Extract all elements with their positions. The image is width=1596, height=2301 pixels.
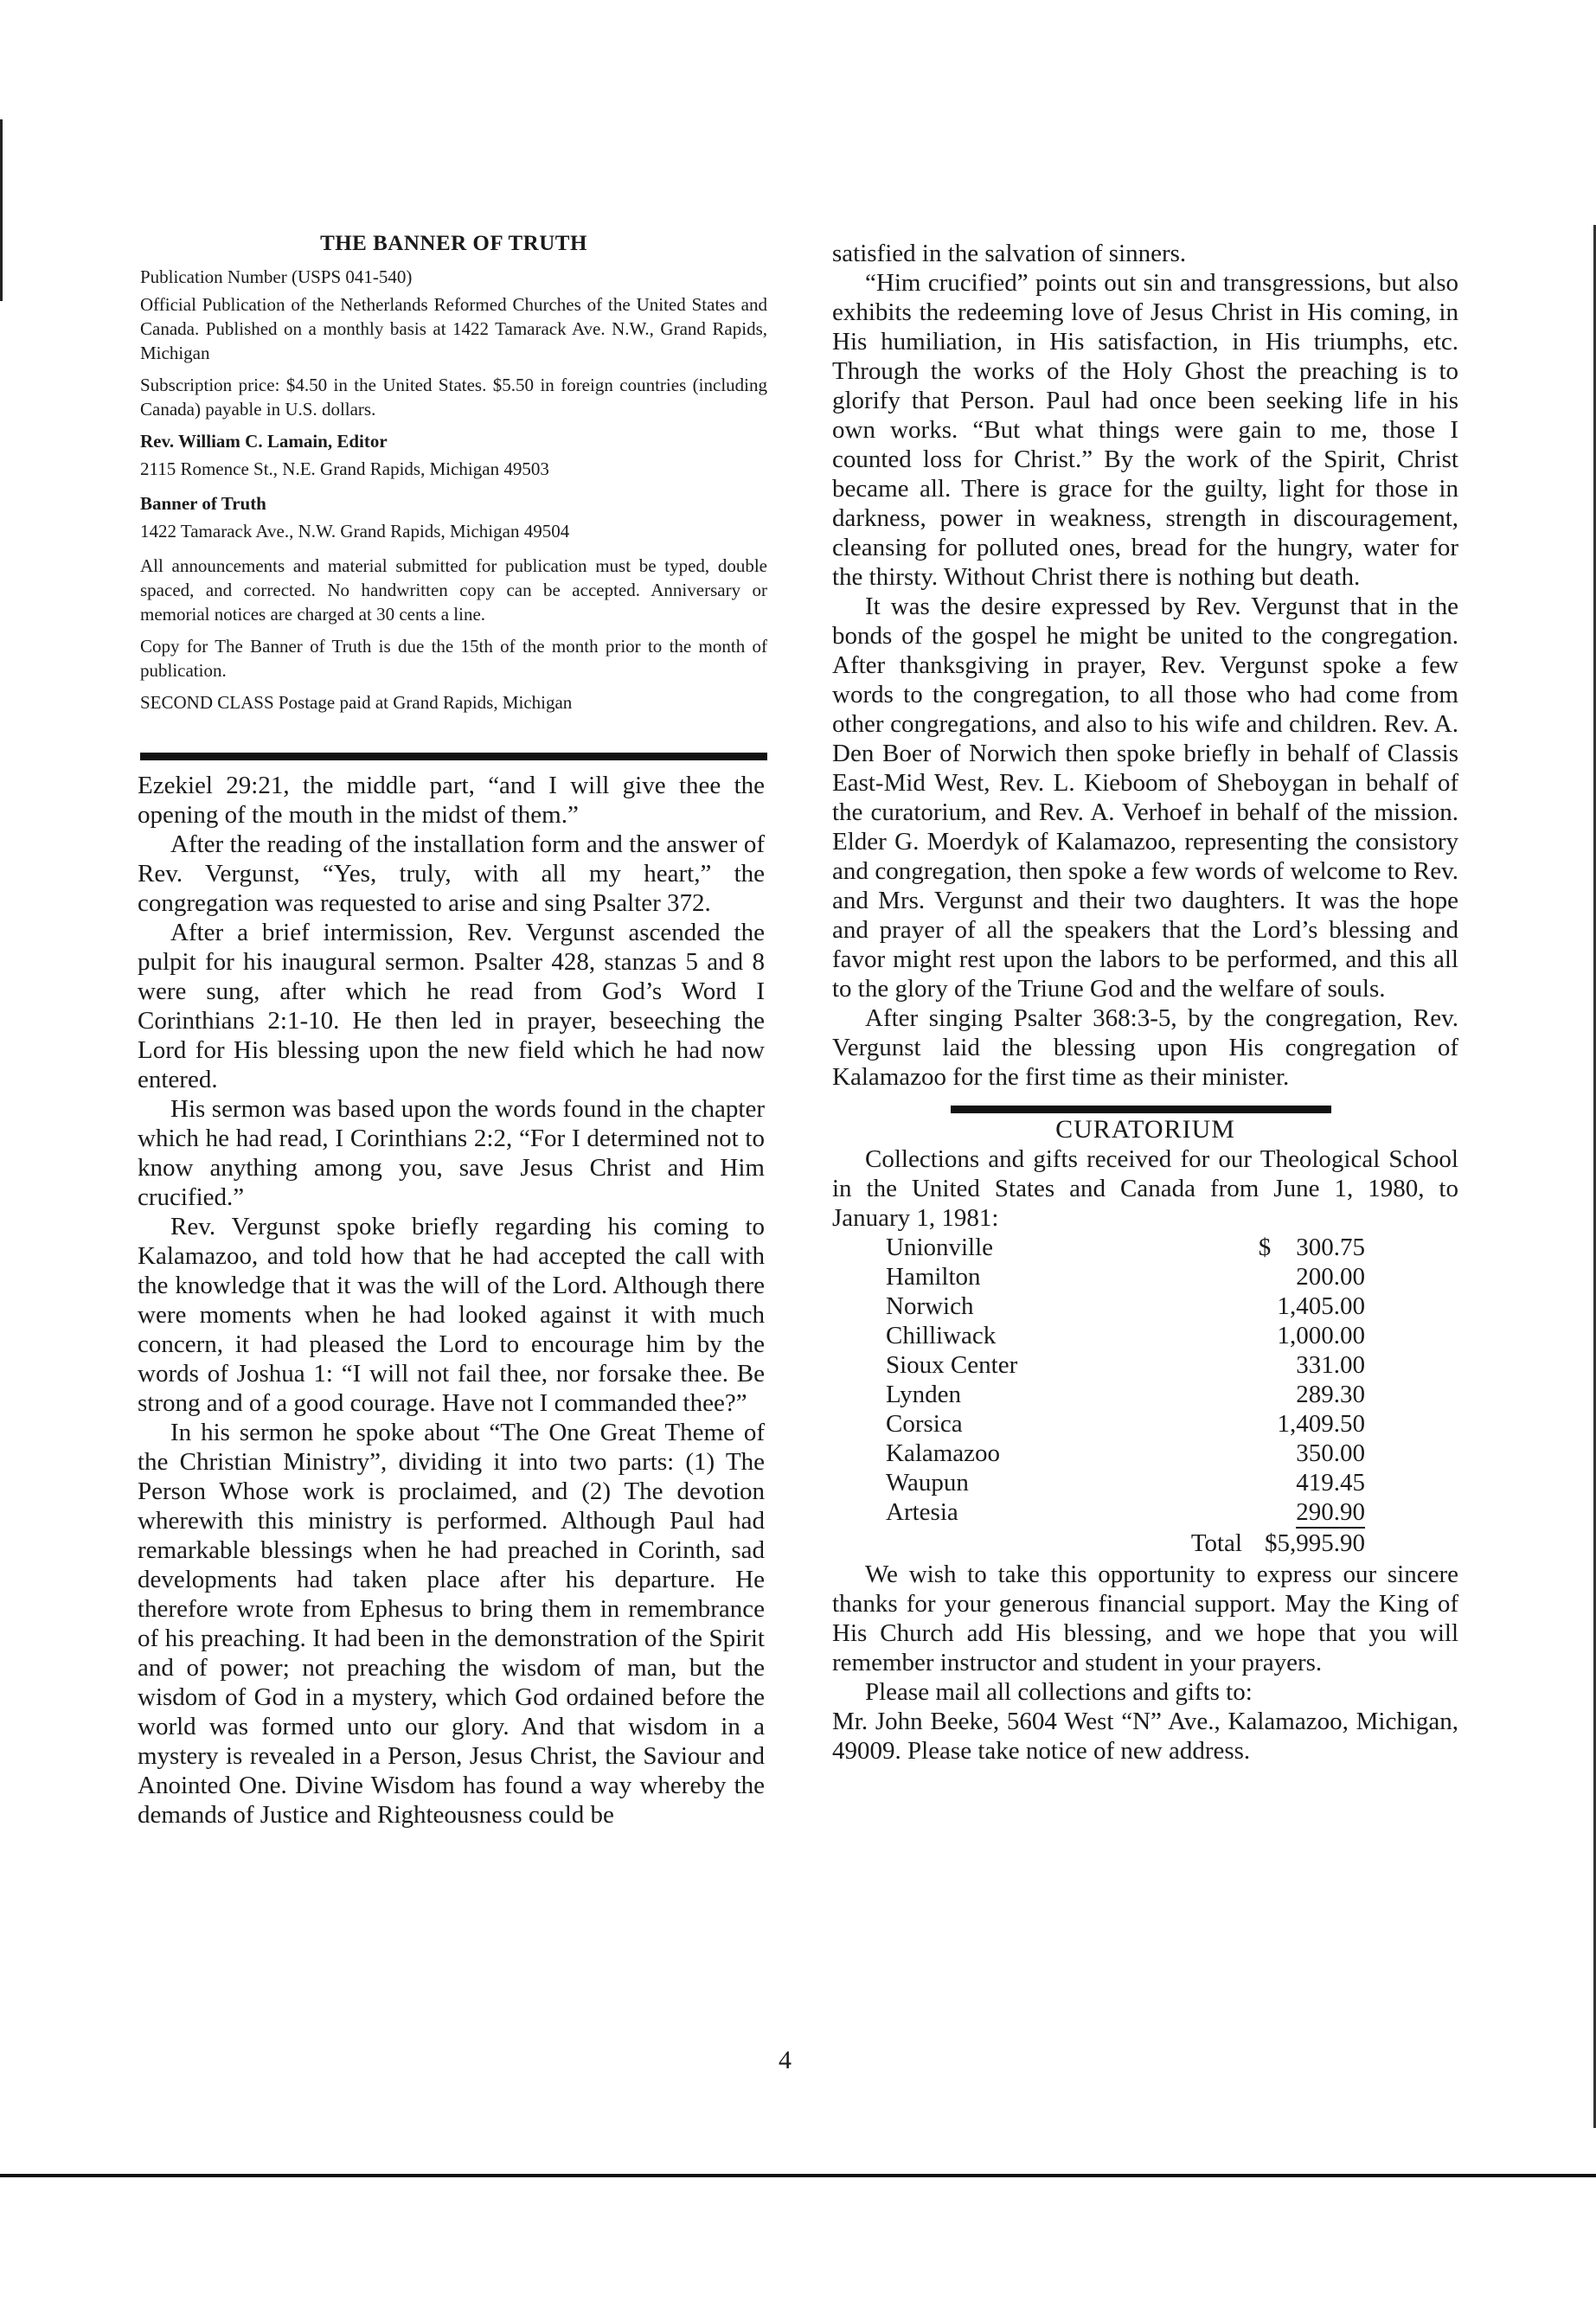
ledger-total-amount: $5,995.90 xyxy=(1265,1529,1365,1557)
article-paragraph: Ezekiel 29:21, the middle part, “and I will give thee the opening of the mouth in the midst of them.” xyxy=(138,772,765,829)
announcements-notice: All announcements and material submitted for publication must be typed, double spaced, and corrected. No handwritten copy can be accepted. Anniversary or memorial notices are charged at 30 cents a line. xyxy=(140,555,767,625)
article-paragraph: After singing Psalter 368:3-5, by the congregation, Rev. Vergunst laid the blessing upon His congregation of Kalamazoo for the first time as their minister. xyxy=(832,1004,1458,1091)
ledger-amount: 289.30 xyxy=(1296,1381,1365,1408)
ledger-amount: 1,000.00 xyxy=(1277,1322,1365,1349)
ledger-amount: 1,405.00 xyxy=(1277,1292,1365,1320)
article-paragraph: After a brief intermission, Rev. Vergunst ascended the pulpit for his inaugural sermon. Psalter 428, stanzas 5 and 8 were sung, after which he read from God’s Word I Corinthians 2:1-10. He then led in prayer, beseeching the Lord for His blessing upon the new field which he had now entered. xyxy=(138,919,765,1093)
article-paragraph: satisfied in the salvation of sinners. xyxy=(832,240,1187,267)
ledger-church: Waupun xyxy=(886,1469,969,1497)
curatorium-intro: Collections and gifts received for our Theological School in the United States and Canada from June 1, 1980, to January 1, 1981: xyxy=(832,1145,1458,1232)
ledger-row xyxy=(886,1468,1365,1497)
mail-prompt: Please mail all collections and gifts to: xyxy=(865,1678,1253,1706)
editor-name: Rev. William C. Lamain, Editor xyxy=(140,431,388,452)
ledger-total-label: Total xyxy=(1190,1529,1242,1557)
ledger-church: Chilliwack xyxy=(886,1322,997,1349)
scan-edge-rule-bottom xyxy=(0,2174,1596,2177)
ledger-row xyxy=(886,1497,1365,1527)
mail-address: Mr. John Beeke, 5604 West “N” Ave., Kalamazoo, Michigan, 49009. Please take notice of new address. xyxy=(832,1708,1458,1765)
page-number: 4 xyxy=(779,2046,792,2074)
ledger-amount: 1,409.50 xyxy=(1277,1410,1365,1438)
ledger-church: Artesia xyxy=(886,1498,958,1526)
ledger-amount-cell xyxy=(1192,1497,1365,1527)
article-paragraph: His sermon was based upon the words found in the chapter which he had read, I Corinthians 2:2, “For I determined not to know anything among you, save Jesus Christ and Him crucified.” xyxy=(138,1095,765,1211)
copy-due-notice: Copy for The Banner of Truth is due the 15th of the month prior to the month of publication. xyxy=(140,636,767,681)
ledger-amount: 200.00 xyxy=(1296,1263,1365,1291)
ledger-church: Hamilton xyxy=(886,1263,981,1291)
article-paragraph: “Him crucified” points out sin and transgressions, but also exhibits the redeeming love of Jesus Christ in His coming, in His humiliation, in His satisfaction, in His triumphs, etc. Through the works of the Holy Ghost the preaching is to glorify that Person. Paul had once been seeking life in his own works. “But what things were gain to me, those I counted loss for Christ.” By the work of the Spirit, Christ became all. There is grace for the guilty, light for those in darkness, power in weakness, strength in discouragement, cleansing for polluted ones, bread for the hungry, water for the thirsty. Without Christ there is nothing but death. xyxy=(832,269,1458,591)
ledger-church: Lynden xyxy=(886,1381,961,1408)
ledger-row xyxy=(886,1350,1365,1380)
ledger-amount: 331.00 xyxy=(1296,1351,1365,1379)
collections-ledger xyxy=(886,1233,1365,1560)
subscription-price: Subscription price: $4.50 in the United States. $5.50 in foreign countries (including Canada) payable in U.S. dollars. xyxy=(140,375,767,420)
banner-address: 1422 Tamarack Ave., N.W. Grand Rapids, Michigan 49504 xyxy=(140,521,570,542)
masthead xyxy=(140,232,767,722)
curatorium-divider xyxy=(951,1106,1331,1113)
masthead-divider xyxy=(140,753,767,760)
ledger-row xyxy=(886,1439,1365,1468)
ledger-row xyxy=(886,1380,1365,1409)
ledger-church: Norwich xyxy=(886,1292,974,1320)
scan-edge-rule-left xyxy=(0,119,3,301)
official-publication: Official Publication of the Netherlands Reformed Churches of the United States and Canada. Published on a monthly basis at 1422 Tamarack Ave. N.W., Grand Rapids, Michigan xyxy=(140,294,767,363)
ledger-amount: $ 300.75 xyxy=(1258,1234,1365,1261)
curatorium-thanks: We wish to take this opportunity to express our sincere thanks for your generous financial support. May the King of His Church add His blessing, and we hope that you will remember instructor and student in your prayers. xyxy=(832,1561,1458,1676)
publication-number: Publication Number (USPS 041-540) xyxy=(140,266,413,287)
article-paragraph: After the reading of the installation form and the answer of Rev. Vergunst, “Yes, truly, with all my heart,” the congregation was requested to arise and sing Psalter 372. xyxy=(138,830,765,917)
ledger-amount: 419.45 xyxy=(1296,1469,1365,1497)
article-left-column xyxy=(138,771,765,1830)
ledger-church: Corsica xyxy=(886,1410,963,1438)
masthead-title: THE BANNER OF TRUTH xyxy=(320,232,587,255)
ledger-row xyxy=(886,1262,1365,1292)
editor-address: 2115 Romence St., N.E. Grand Rapids, Michigan 49503 xyxy=(140,458,549,479)
postage-notice: SECOND CLASS Postage paid at Grand Rapids, Michigan xyxy=(140,692,573,713)
ledger-row xyxy=(886,1321,1365,1350)
ledger-church: Kalamazoo xyxy=(886,1439,1001,1467)
ledger-row xyxy=(886,1233,1365,1262)
article-paragraph: Rev. Vergunst spoke briefly regarding his coming to Kalamazoo, and told how that he had accepted the call with the knowledge that it was the will of the Lord. Although there were moments when he had looked against it with much concern, it had pleased the Lord to encourage him by the words of Joshua 1: “I will not fail thee, nor forsake thee. Be strong and of a good courage. Have not I commanded thee?” xyxy=(138,1213,765,1417)
ledger-total-row xyxy=(886,1529,1365,1560)
article-paragraph: It was the desire expressed by Rev. Vergunst that in the bonds of the gospel he might be united to the congregation. After thanksgiving in prayer, Rev. Vergunst spoke a few words to the congregation, to all those who had come from other congregations, and also to his wife and children. Rev. A. Den Boer of Norwich then spoke briefly in behalf of Classis East-Mid West, Rev. L. Kieboom of Sheboygan in behalf of the curatorium, and Rev. A. Verhoef in behalf of the mission. Elder G. Moerdyk of Kalamazoo, representing the consistory and congregation, then spoke a few words of welcome to Rev. and Mrs. Vergunst and their two daughters. It was the hope and prayer of all the speakers that the Lord’s blessing and favor might rest upon the labors to be performed, and this all to the glory of the Triune God and the welfare of souls. xyxy=(832,593,1458,1003)
article-paragraph: In his sermon he spoke about “The One Great Theme of the Christian Ministry”, dividing it into two parts: (1) The Person Whose work is proclaimed, and (2) The devotion wherewith this ministry is performed. Although Paul had remarkable blessings when he had preached in Corinth, sad developments had taken place after his departure. He therefore wrote from Ephesus to bring them in remembrance of his preaching. It had been in the demonstration of the Spirit and of power; not preaching the wisdom of man, but the wisdom of God in a mystery, which God ordained before the world was formed unto our glory. And that wisdom in a mystery is revealed in a Person, Jesus Christ, the Saviour and Anointed One. Divine Wisdom has found a way whereby the demands of Justice and Righteousness could be xyxy=(138,1419,765,1829)
banner-name: Banner of Truth xyxy=(140,493,266,514)
ledger-row xyxy=(886,1292,1365,1321)
ledger-church: Unionville xyxy=(886,1234,994,1261)
ledger-church: Sioux Center xyxy=(886,1351,1018,1379)
article-right-column xyxy=(832,239,1458,1766)
ledger-amount: 290.90 xyxy=(1296,1498,1365,1529)
curatorium-title: CURATORIUM xyxy=(1055,1115,1235,1144)
ledger-row xyxy=(886,1409,1365,1439)
ledger-amount: 350.00 xyxy=(1296,1439,1365,1467)
